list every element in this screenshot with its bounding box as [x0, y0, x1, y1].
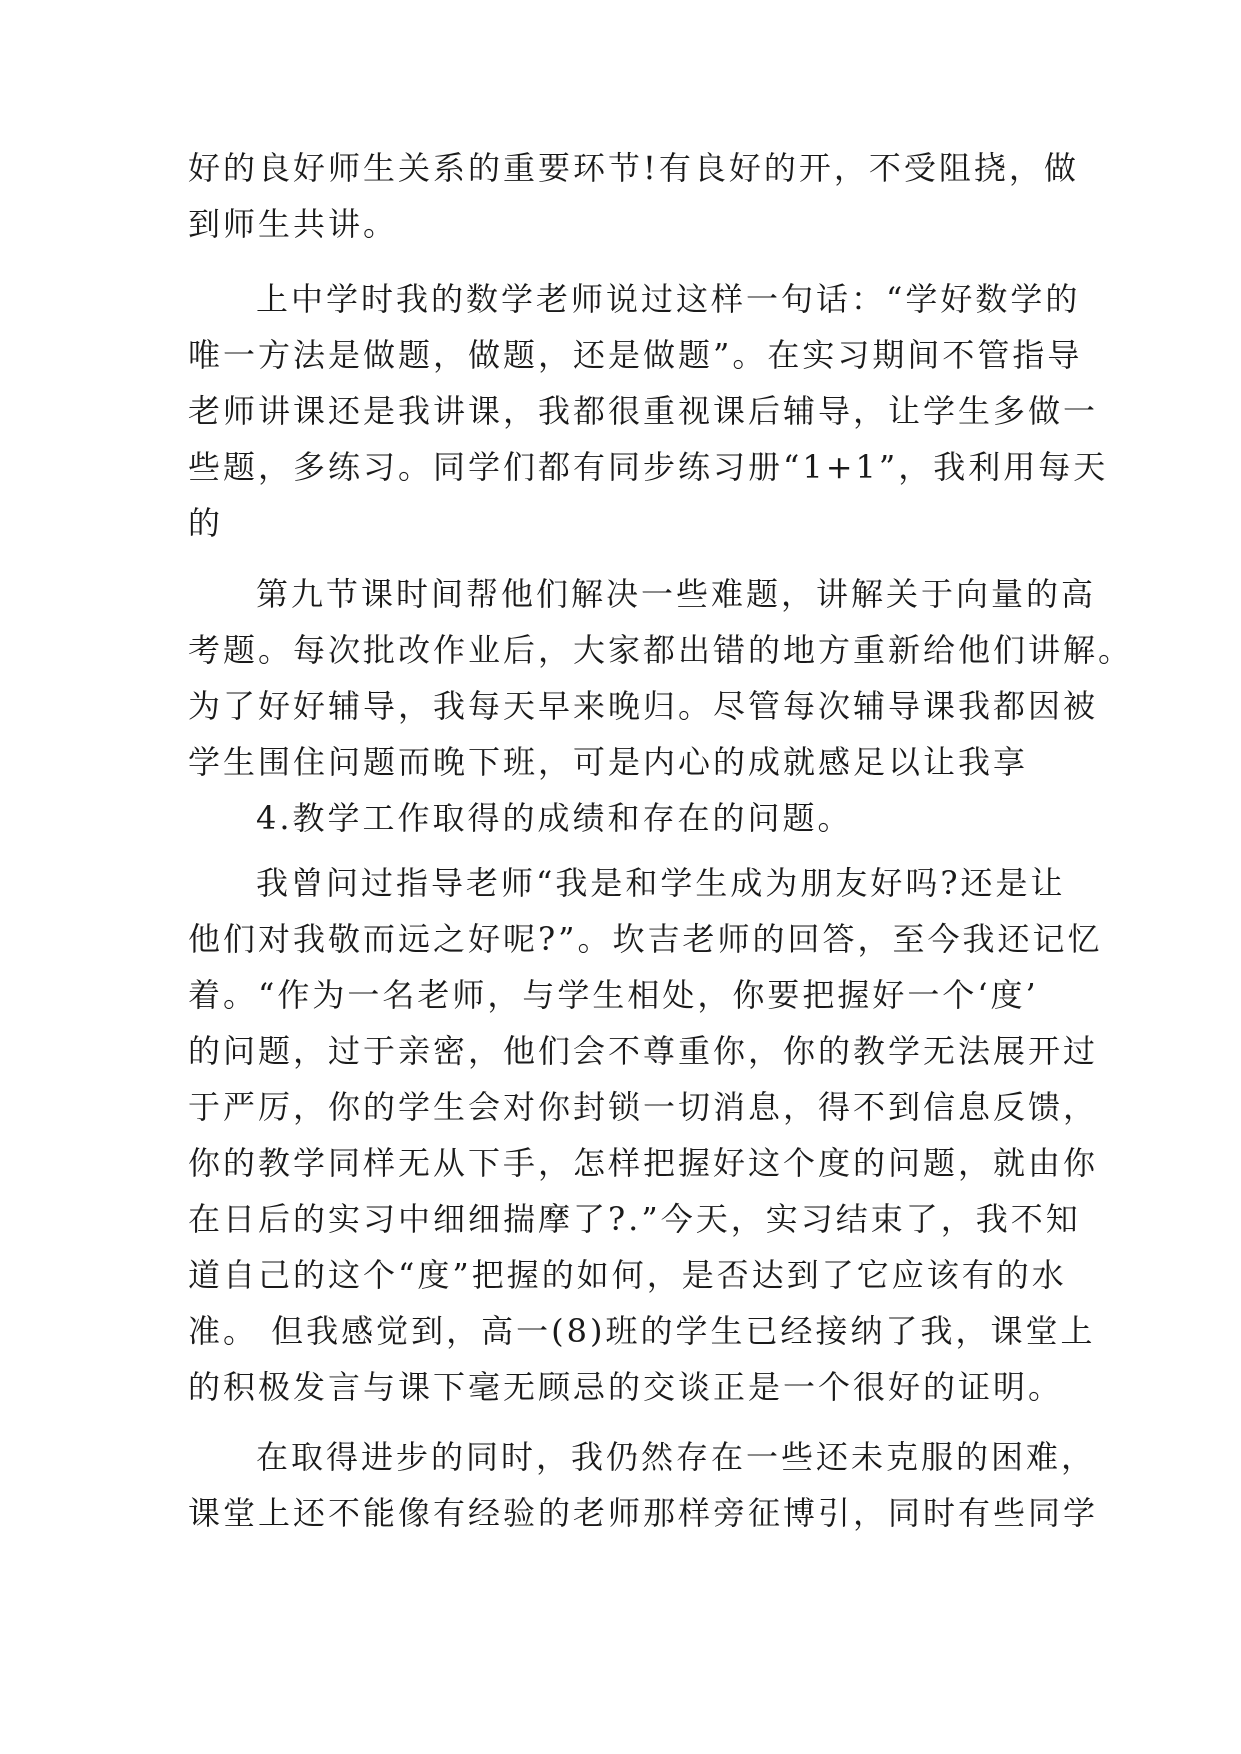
text-line: 着。“作为一名老师，与学生相处，你要把握好一个‘度’: [188, 976, 1039, 1014]
text-line: 于严厉，你的学生会对你封锁一切消息，得不到信息反馈，: [188, 1088, 1099, 1126]
paragraph-first-line: 在取得进步的同时，我仍然存在一些还未克服的困难，: [256, 1438, 1097, 1476]
text-line: 课堂上还不能像有经验的老师那样旁征博引，同时有些同学: [188, 1494, 1099, 1532]
text-line: 道自己的这个“度”把握的如何，是否达到了它应该有的水: [188, 1256, 1067, 1294]
text-line: 为了好好辅导，我每天早来晚归。尽管每次辅导课我都因被: [188, 687, 1099, 725]
text-line: 的: [188, 504, 224, 542]
text-line: 考题。每次批改作业后，大家都出错的地方重新给他们讲解。: [188, 631, 1134, 669]
paragraph-first-line: 第九节课时间帮他们解决一些难题，讲解关于向量的高: [256, 575, 1097, 613]
text-line: 的问题，过于亲密，他们会不尊重你，你的教学无法展开过: [188, 1032, 1099, 1070]
paragraph-first-line: 我曾问过指导老师“我是和学生成为朋友好吗?还是让: [256, 864, 1066, 902]
text-line: 他们对我敬而远之好呢?”。坎吉老师的回答，至今我还记忆: [188, 920, 1103, 958]
text-line: 好的良好师生关系的重要环节!有良好的开，不受阻挠，做: [188, 149, 1079, 187]
text-line: 在日后的实习中细细揣摩了?.”今天，实习结束了，我不知: [188, 1200, 1081, 1238]
text-line: 到师生共讲。: [188, 205, 399, 243]
paragraph-first-line: 上中学时我的数学老师说过这样一句话：“学好数学的: [256, 280, 1081, 318]
text-line: 准。 但我感觉到，高一(8)班的学生已经接纳了我，课堂上: [188, 1312, 1096, 1350]
text-line: 的积极发言与课下毫无顾忌的交谈正是一个很好的证明。: [188, 1368, 1064, 1406]
text-line: 老师讲课还是我讲课，我都很重视课后辅导，让学生多做一: [188, 392, 1099, 430]
text-line: 些题，多练习。同学们都有同步练习册“1+1”，我利用每天: [188, 448, 1109, 486]
text-line: 你的教学同样无从下手，怎样把握好这个度的问题，就由你: [188, 1144, 1099, 1182]
section-heading: 4.教学工作取得的成绩和存在的问题。: [256, 799, 853, 837]
text-line: 唯一方法是做题，做题，还是做题”。在实习期间不管指导: [188, 336, 1083, 374]
text-line: 学生围住问题而晚下班，可是内心的成就感足以让我享: [188, 743, 1029, 781]
